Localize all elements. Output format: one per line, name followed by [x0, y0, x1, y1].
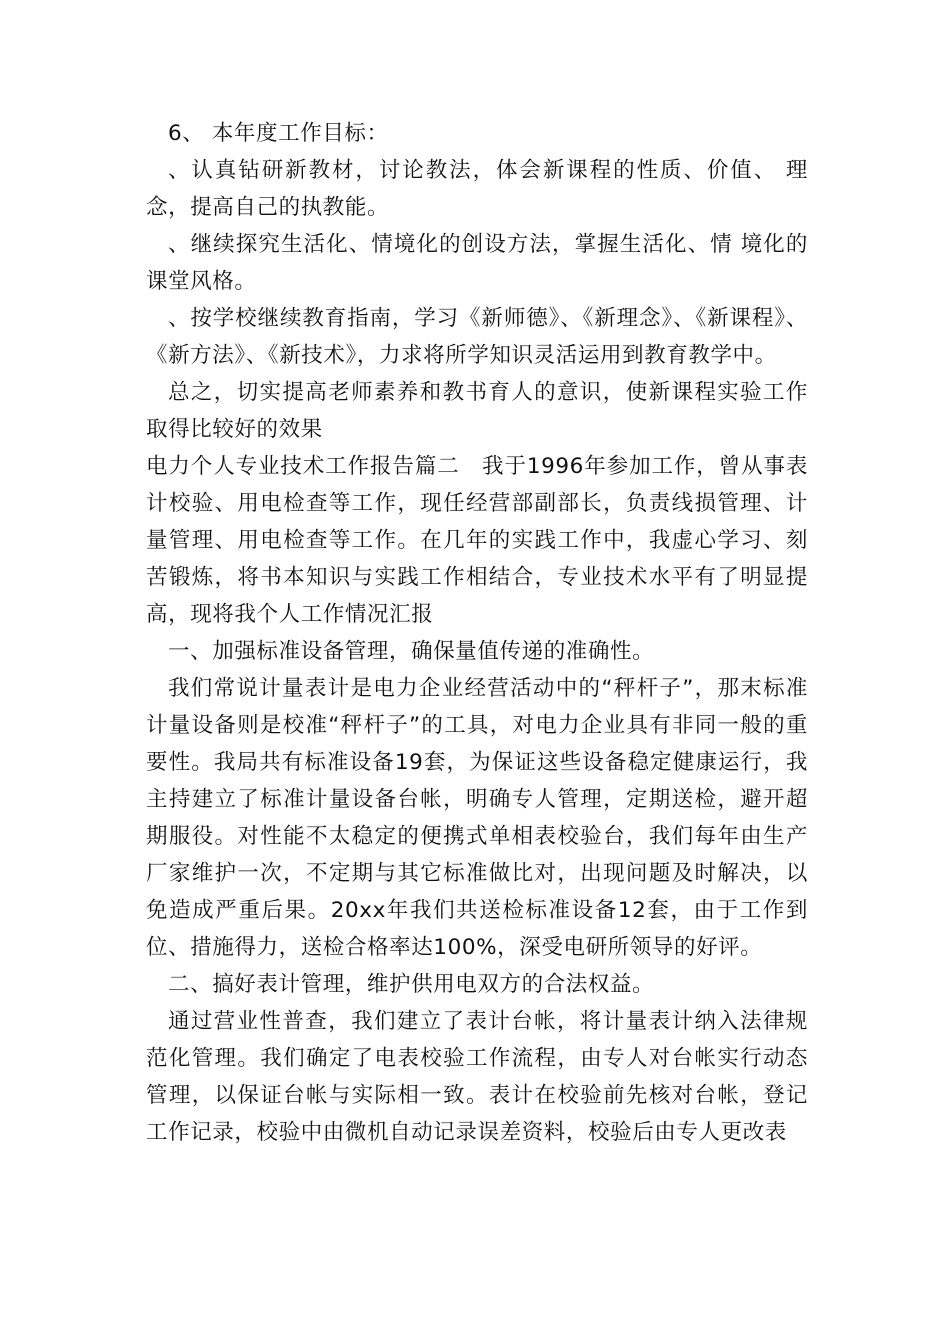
document-body [146, 115, 808, 1151]
paragraph-report-intro: 电力个人专业技术工作报告篇二 我于1996年参加工作，曾从事表计校验、用电检查等工作，现任经营部副部长，负责线损管理、计量管理、用电检查等工作。在几年的实践工作中，我虚心学习、刻苦锻炼，将书本知识与实践工作相结合，专业技术水平有了明显提高，现将我个人工作情况汇报 [146, 454, 808, 627]
paragraph-standard-equipment: 我们常说计量表计是电力企业经营活动中的“秤杆子”，那末标准计量设备则是校准“秤杆子”的工具，对电力企业具有非同一般的重要性。我局共有标准设备19套，为保证这些设备稳定健康运行，我主持建立了标准计量设备台帐，明确专人管理，定期送检，避开超期服役。对性能不太稳定的便携式单相表校验台，我们每年由生产厂家维护一次，不定期与其它标准做比对，出现问题及时解决，以免造成严重后果。20xx年我们共送检标准设备12套，由于工作到位、措施得力，送检合格率达100%，深受电研所领导的好评。 [146, 676, 808, 960]
paragraph-goal-2: 、继续探究生活化、情境化的创设方法，掌握生活化、情 境化的课堂风格。 [146, 232, 808, 294]
section-heading-meter-management: 二、搞好表计管理，维护供用电双方的合法权益。 [168, 972, 655, 997]
paragraph-meter-management: 通过营业性普查，我们建立了表计台帐，将计量表计纳入法律规范化管理。我们确定了电表校验工作流程，由专人对台帐实行动态管理，以保证台帐与实际相一致。表计在校验前先核对台帐，登记工作记录，校验中由微机自动记录误差资料，校验后由专人更改表 [146, 1009, 808, 1145]
section-heading-standard-equipment: 一、加强标准设备管理，确保量值传递的准确性。 [168, 639, 655, 664]
paragraph-goal-1: 、认真钻研新教材，讨论教法，体会新课程的性质、价值、 理念，提高自己的执教能。 [146, 158, 808, 220]
paragraph-summary: 总之，切实提高老师素养和教书育人的意识，使新课程实验工作取得比较好的效果 [146, 380, 808, 442]
section-heading-goals: 6、 本年度工作目标： [168, 121, 389, 146]
paragraph-goal-3: 、按学校继续教育指南，学习《新师德》、《新理念》、《新课程》、《新方法》、《新技术》，力求将所学知识灵活运用到教育教学中。 [146, 306, 808, 368]
